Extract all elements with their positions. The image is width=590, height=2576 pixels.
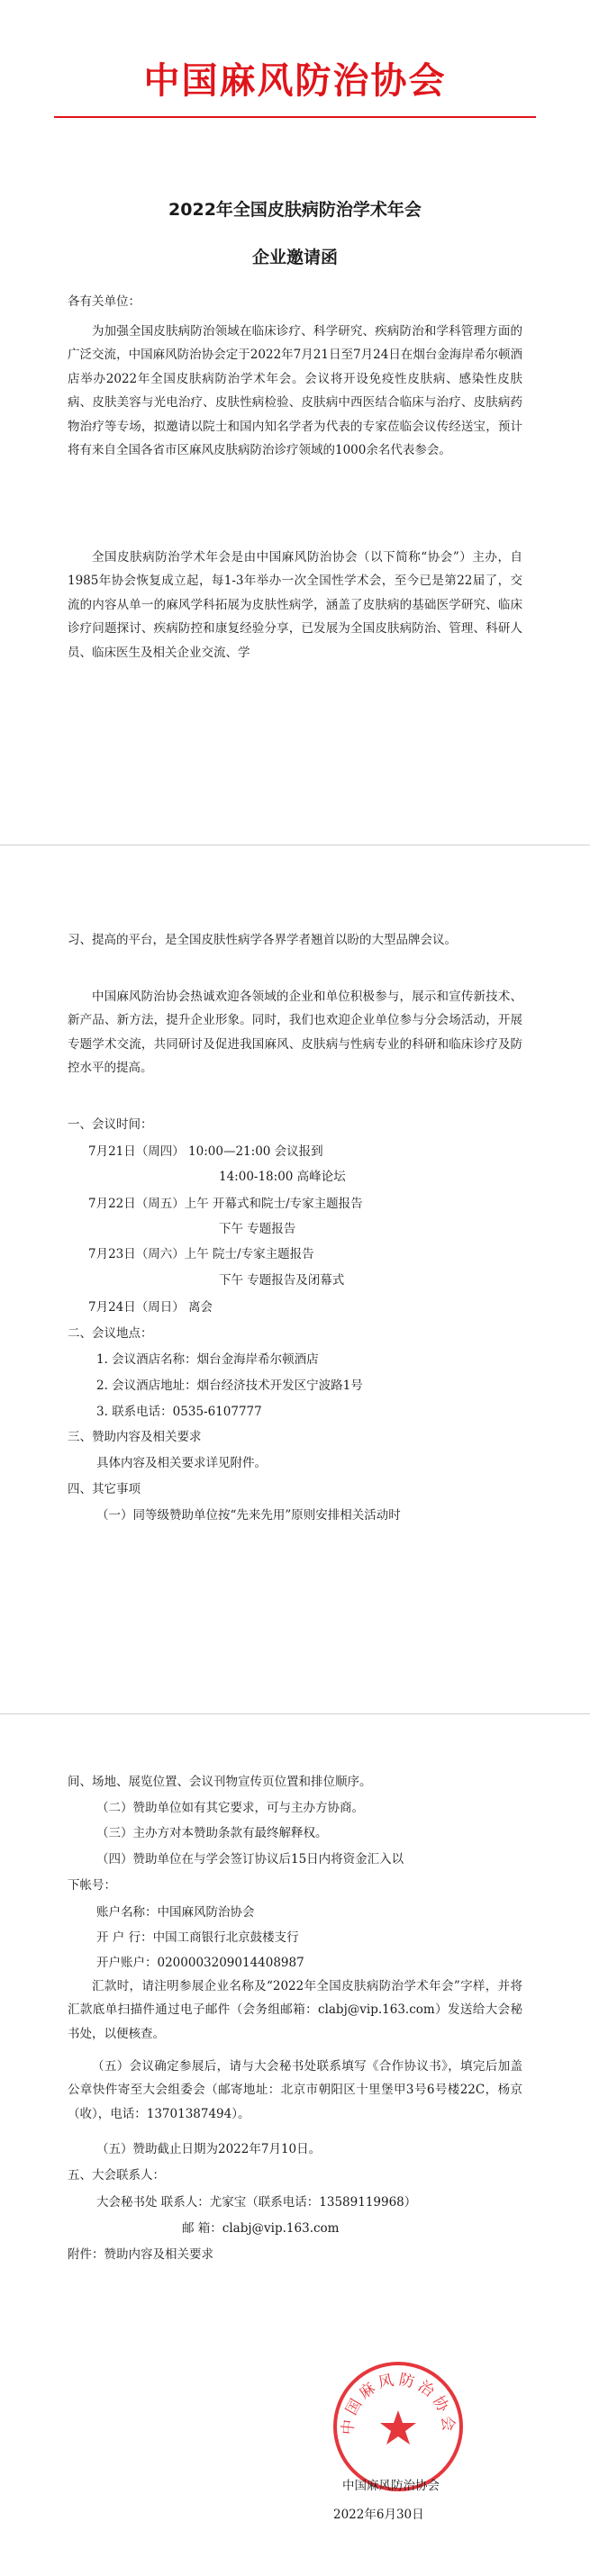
other-item-5: （五）会议确定参展后，请与大会秘书处联系填写《合作协议书》，填完后加盖公章快件寄至大会组委会（邮寄地址：北京市朝阳区十里堡甲3号6号楼22C，杨京（收），电话：13701387494）。 (68, 2059, 522, 2121)
sponsor-line: 具体内容及相关要求详见附件。 (96, 1456, 267, 1470)
org-title: 中国麻风防治协会 (143, 60, 447, 102)
other-item-4: （四）赞助单位在与学会签订协议后15日内将资金汇入以 (96, 1852, 404, 1866)
salutation: 各有关单位： (68, 294, 141, 309)
section-contact-heading: 五、大会联系人： (68, 2168, 165, 2183)
account-name: 账户名称：中国麻风防治协会 (96, 1905, 255, 1920)
document-title: 2022年全国皮肤病防治学术年会 (168, 200, 422, 220)
red-rule-divider (54, 116, 536, 118)
page-1 (0, 0, 590, 845)
page-3 (0, 1714, 590, 2576)
section-other-heading: 四、其它事项 (68, 1482, 141, 1496)
other-item-1-cont: 间、场地、展览位置、会议刊物宣传页位置和排位顺序。 (68, 1775, 372, 1789)
signature-date: 2022年6月30日 (333, 2508, 424, 2522)
contact-person: 大会秘书处 联系人：尤家宝（联系电话：13589119968） (96, 2195, 417, 2210)
contact-email: 邮 箱：clabj@vip.163.com (182, 2221, 340, 2236)
section-time-heading: 一、会议时间： (68, 1117, 153, 1132)
other-item-4-cont: 下帐号： (68, 1878, 116, 1893)
attachment-note: 附件：赞助内容及相关要求 (68, 2247, 213, 2262)
bank-name: 开 户 行：中国工商银行北京鼓楼支行 (96, 1930, 299, 1945)
document-subtitle: 企业邀请函 (251, 248, 338, 267)
seal-text: 中国麻风防治协会 (339, 2371, 458, 2436)
paragraph-background-cont: 习、提高的平台，是全国皮肤性病学各界学者翘首以盼的大型品牌会议。 (68, 933, 457, 947)
section-sponsor-heading: 三、赞助内容及相关要求 (68, 1430, 202, 1444)
paragraph-background: 全国皮肤病防治学术年会是由中国麻风防治协会（以下简称“协会”）主办，自1985年协会恢复成立起，每1-3年举办一次全国性学术会，至今已是第22届了，交流的内容从单一的麻风学科拓展为皮肤性病学，涵盖了皮肤病的基础医学研究、临床诊疗问题探讨、疾病防控和康复经验分享，已发展为全国皮肤病防治、管理、科研人员、临床医生及相关企业交流、学 (68, 550, 522, 660)
schedule-line: 下午 专题报告及闭幕式 (219, 1273, 345, 1288)
other-item-1: （一）同等级赞助单位按“先来先用”原则安排相关活动时 (96, 1508, 401, 1523)
other-item-3: （三）主办方对本赞助条款有最终解释权。 (96, 1826, 328, 1840)
schedule-line: 7月22日（周五）上午 开幕式和院士/专家主题报告 (88, 1197, 363, 1211)
venue-line: 1. 会议酒店名称：烟台金海岸希尔顿酒店 (96, 1352, 319, 1367)
schedule-line: 7月21日（周四） 10:00—21:00 会议报到 (88, 1144, 323, 1159)
signature-org: 中国麻风防治协会 (342, 2479, 440, 2493)
venue-line: 3. 联系电话：0535-6107777 (96, 1405, 262, 1419)
schedule-line: 7月23日（周六）上午 院士/专家主题报告 (88, 1247, 314, 1261)
schedule-line: 下午 专题报告 (219, 1222, 296, 1236)
paragraph-welcome: 中国麻风防治协会热诚欢迎各领域的企业和单位积极参与，展示和宣传新技术、新产品、新方法，提升企业形象。同时，我们也欢迎企业单位参与分会场活动，开展专题学术交流，共同研讨及促进我国麻风、皮肤病与性病专业的科研和临床诊疗及防控水平的提高。 (68, 990, 522, 1076)
paragraph-intro: 为加强全国皮肤病防治领域在临床诊疗、科学研究、疾病防治和学科管理方面的广泛交流，中国麻风防治协会定于2022年7月21日至7月24日在烟台金海岸希尔顿酒店举办2022年全国皮肤病防治学术年会。会议将开设免疫性皮肤病、感染性皮肤病、皮肤美容与光电治疗、皮肤性病检验、皮肤病中西医结合临床与治疗、皮肤病药物治疗等专场，拟邀请以院士和国内知名学者为代表的专家莅临会议传经送宝，预计将有来自全国各省市区麻风皮肤病防治诊疗领域的1000余名代表参会。 (68, 324, 522, 458)
other-item-6: （五）赞助截止日期为2022年7月10日。 (96, 2142, 322, 2156)
venue-line: 2. 会议酒店地址：烟台经济技术开发区宁波路1号 (96, 1378, 363, 1393)
section-venue-heading: 二、会议地点： (68, 1326, 153, 1341)
page-2 (0, 845, 590, 1713)
schedule-line: 7月24日（周日） 离会 (88, 1300, 213, 1315)
schedule-line: 14:00-18:00 高峰论坛 (219, 1170, 346, 1184)
remit-instructions: 汇款时，请注明参展企业名称及“2022年全国皮肤病防治学术年会”字样，并将汇款底单扫描件通过电子邮件（会务组邮箱：clabj@vip.163.com）发送给大会秘书处，以便核查。 (68, 1979, 522, 2041)
account-number: 开户账户：0200003209014408987 (96, 1956, 304, 1970)
other-item-2: （二）赞助单位如有其它要求，可与主办方协商。 (96, 1801, 364, 1815)
